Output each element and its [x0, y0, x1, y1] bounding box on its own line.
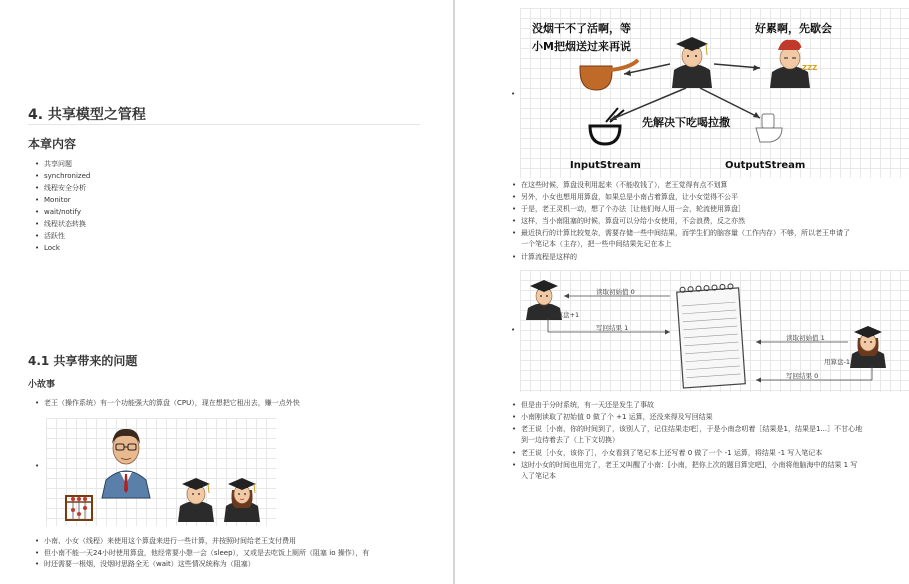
- story-bullet: • 于是，老王灵机一动，想了个办法［让他们每人用一会，轮流使用算盘］: [521, 204, 905, 215]
- chapter-title: 4. 共享模型之管程: [28, 107, 146, 123]
- toc-item[interactable]: • 共享问题: [44, 158, 90, 170]
- story-bullet: • 最近执行的计算比较复杂，需要存储一些中间结果，而学生们的脑容量（工作内存）不够，所以老王申请了: [521, 228, 905, 239]
- abacus-plus1-label: 用算盘+1: [550, 311, 580, 319]
- student-icon: [672, 37, 712, 88]
- story-bullet: • 这时小女的时间也用完了，老王又叫醒了小南：[小南，把你上次的题目算完吧]，小南将他脑海中的结果 1 写: [521, 460, 905, 471]
- story-bullet-continuation: • 时还需要一根烟，没烟时思路全无（wait）这些情况统称为（阻塞）: [44, 559, 444, 570]
- bubble-no-smoke-line2: 小M把烟送过来再说: [532, 40, 631, 53]
- toc-item[interactable]: • 线程安全分析: [44, 182, 90, 194]
- toc-item[interactable]: • 活跃性: [44, 230, 90, 242]
- story-bullet: • 这样，当小南阻塞的时候，算盘可以分给小女使用，不会浪费，反之亦然: [521, 216, 905, 227]
- read-initial-0-label: 读取初始值 0: [596, 288, 635, 296]
- input-stream-label: InputStream: [570, 160, 641, 171]
- right-page: [455, 0, 909, 584]
- abacus-icon: [66, 496, 92, 520]
- output-stream-label: OutputStream: [725, 160, 806, 171]
- xiao-nv-icon: [224, 478, 260, 522]
- story-bullet: • 但是由于分时系统，有一天还是发生了事故: [521, 400, 905, 411]
- story-bullet: • 小南刚读取了初始值 0 做了个 +1 运算，还没来得及写回结果: [521, 412, 905, 423]
- list-bullet: •: [511, 90, 516, 98]
- zzz-label: ZZZ: [802, 64, 818, 72]
- toc-item[interactable]: • Lock: [44, 242, 90, 254]
- story-bullet-continuation: 到一边待着去了（上下文切换）: [521, 436, 619, 444]
- toc-list: [44, 158, 90, 254]
- toc-item[interactable]: • Monitor: [44, 194, 90, 206]
- story-heading: 小故事: [28, 380, 56, 390]
- story-paragraph: • 老王（操作系统）有一个功能强大的算盘（CPU），现在想把它租出去，赚一点外快: [44, 398, 444, 409]
- story-bullet: • 计算流程是这样的: [521, 252, 905, 263]
- sleeping-student-icon: [770, 40, 817, 88]
- story-bullet: • 另外，小女也想用用算盘，如果总是小南占着算盘，让小女觉得不公平: [521, 192, 905, 203]
- toc-item[interactable]: • 线程状态转换: [44, 218, 90, 230]
- blocked-states-diagram: [520, 8, 909, 178]
- notebook-icon: [677, 284, 746, 388]
- story-bullet-continuation: 入了笔记本: [521, 472, 556, 480]
- xiao-nan-icon: [178, 478, 214, 522]
- calc-flow-diagram: [520, 270, 909, 392]
- bowl-icon: [590, 108, 624, 144]
- story-bullet-continuation: 一个笔记本（主存），把一些中间结果先记在本上: [521, 240, 672, 248]
- abacus-minus1-label: 用算盘-1: [824, 358, 850, 366]
- bubble-tired: 好累啊，先歇会: [755, 22, 832, 35]
- section-title: 4.1 共享带来的问题: [28, 354, 138, 368]
- write-result-0-label: 写回结果 0: [786, 372, 819, 380]
- toc-item[interactable]: • wait/notify: [44, 206, 90, 218]
- lao-wang-figure: [46, 418, 276, 526]
- story-bullet: • 老王说［小南，你的时间到了，该别人了，记住结果走吧］，于是小南念叨着［结果是1，结果是1...］不甘心地: [521, 424, 905, 435]
- student-right-icon: [850, 326, 886, 368]
- left-page: [0, 0, 454, 584]
- bubble-eat-drink: 先解决下吃喝拉撒: [642, 116, 730, 129]
- read-initial-1-label: 读取初始值 1: [786, 334, 825, 342]
- story-bullet: • 老王说［小女，该你了］，小女看到了笔记本上还写着 0 做了一个 -1 运算，将结果 -1 写入笔记本: [521, 448, 905, 459]
- story-bullet: • 在这些时候，算盘没利用起来（不能收钱了），老王觉得有点不划算: [521, 180, 905, 191]
- chapter-divider: [28, 124, 420, 125]
- calc-flow-figure: [520, 270, 909, 392]
- write-result-1-label: 写回结果 1: [596, 324, 629, 332]
- story-bullet: • 但小南不能一天24小时使用算盘，他经常要小憩一会（sleep），又或是去吃饭上厕所（阻塞 io 操作），有: [44, 548, 444, 559]
- list-bullet: •: [35, 462, 40, 470]
- story-bullet: • 小南、小女（线程）来使用这个算盘来进行一些计算，并按照时间给老王支付费用: [44, 536, 444, 547]
- list-bullet: •: [511, 326, 516, 334]
- bubble-no-smoke-line1: 没烟干不了活啊，等: [532, 22, 631, 35]
- toc-item[interactable]: • synchronized: [44, 170, 90, 182]
- blocked-states-figure: [520, 8, 909, 178]
- contents-heading: 本章内容: [28, 137, 77, 151]
- lao-wang-illustration: [46, 418, 276, 526]
- toilet-icon: [756, 114, 782, 142]
- lao-wang-icon: [102, 429, 150, 498]
